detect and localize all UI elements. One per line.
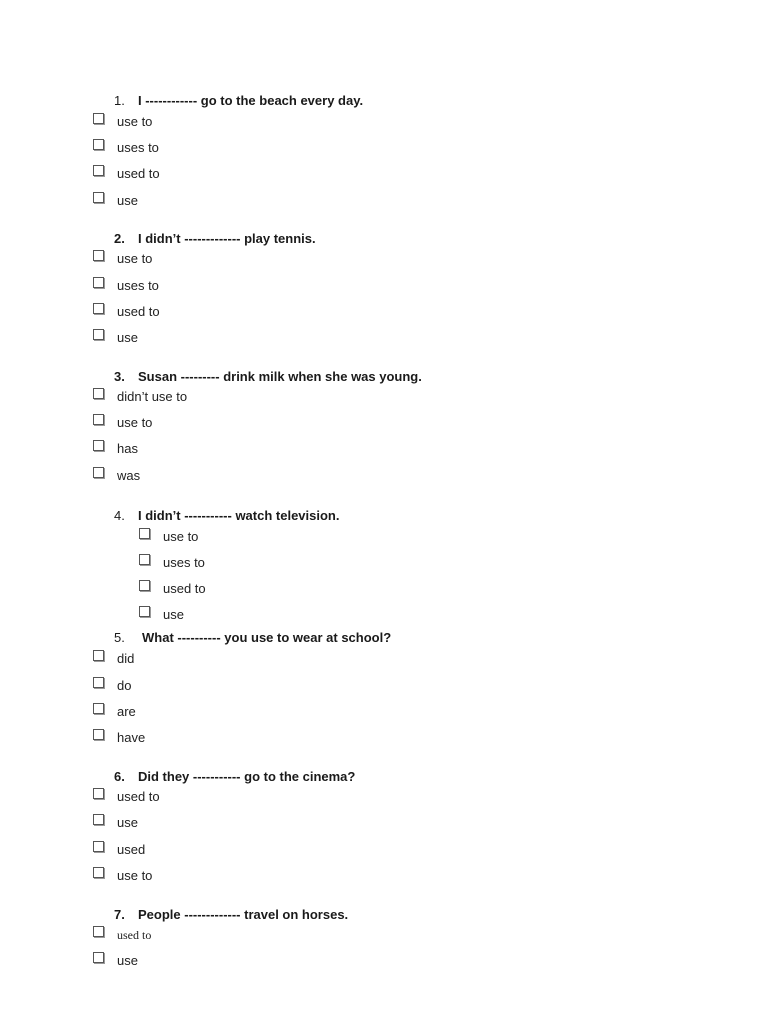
question-text: I didn’t ------------- play tennis. (138, 231, 316, 246)
checkbox[interactable] (93, 814, 104, 825)
option-label: used to (117, 789, 160, 804)
question-number: 7. (114, 907, 125, 922)
checkbox[interactable] (93, 414, 104, 425)
option-label: uses to (117, 278, 159, 293)
checkbox[interactable] (139, 554, 150, 565)
option-label: use (117, 330, 138, 345)
option-label: use to (117, 868, 153, 883)
question-text: People ------------- travel on horses. (138, 907, 349, 922)
question-number: 3. (114, 369, 125, 384)
checkbox[interactable] (93, 650, 104, 661)
question-number: 4. (114, 508, 125, 523)
question-4-title (114, 508, 339, 524)
option-label: do (117, 678, 132, 693)
checkbox[interactable] (93, 388, 104, 399)
question-text: I didn’t ----------- watch television. (138, 508, 340, 523)
question-3-title (114, 369, 422, 385)
question-number: 6. (114, 769, 125, 784)
checkbox[interactable] (139, 528, 150, 539)
question-number: 5. (114, 630, 125, 645)
checkbox[interactable] (93, 192, 104, 203)
option-label: uses to (163, 555, 205, 570)
option-label: are (117, 704, 136, 719)
question-1-title (114, 93, 363, 109)
option-label: didn’t use to (117, 389, 188, 404)
checkbox[interactable] (93, 729, 104, 740)
checkbox[interactable] (93, 113, 104, 124)
checkbox[interactable] (93, 677, 104, 688)
question-number: 1. (114, 93, 125, 108)
checkbox[interactable] (93, 467, 104, 478)
checkbox[interactable] (93, 277, 104, 288)
question-text: What ---------- you use to wear at school? (142, 630, 392, 645)
option-label: used (117, 842, 146, 857)
checkbox[interactable] (93, 952, 104, 963)
checkbox[interactable] (93, 926, 104, 937)
checkbox[interactable] (139, 606, 150, 617)
checkbox[interactable] (93, 250, 104, 261)
checkbox[interactable] (93, 139, 104, 150)
question-text: Susan --------- drink milk when she was young. (138, 369, 422, 384)
checkbox[interactable] (93, 703, 104, 714)
question-5-title (114, 630, 391, 646)
option-label: use (117, 193, 138, 208)
option-label: was (117, 468, 141, 483)
option-label: use (117, 815, 138, 830)
option-label: did (117, 651, 135, 666)
option-label: has (117, 441, 138, 456)
question-text: I ------------ go to the beach every day. (138, 93, 364, 108)
option-label: uses to (117, 140, 159, 155)
checkbox[interactable] (139, 580, 150, 591)
checkbox[interactable] (93, 165, 104, 176)
checkbox[interactable] (93, 788, 104, 799)
option-label: used to (117, 304, 160, 319)
option-label: use to (163, 529, 199, 544)
option-label: use to (117, 251, 153, 266)
checkbox[interactable] (93, 440, 104, 451)
question-text: Did they ----------- go to the cinema? (138, 769, 356, 784)
checkbox[interactable] (93, 329, 104, 340)
question-2-title (114, 231, 316, 247)
option-label: used to (117, 166, 160, 181)
option-label: use to (117, 415, 153, 430)
option-label: use (117, 953, 138, 968)
checkbox[interactable] (93, 867, 104, 878)
option-label: have (117, 730, 146, 745)
option-label: used to (163, 581, 206, 596)
checkbox[interactable] (93, 303, 104, 314)
option-label: use (163, 607, 184, 622)
question-7-title (114, 907, 348, 923)
option-label: use to (117, 114, 153, 129)
checkbox[interactable] (93, 841, 104, 852)
question-6-title (114, 769, 355, 785)
option-label: used to (117, 928, 152, 942)
question-number: 2. (114, 231, 125, 246)
